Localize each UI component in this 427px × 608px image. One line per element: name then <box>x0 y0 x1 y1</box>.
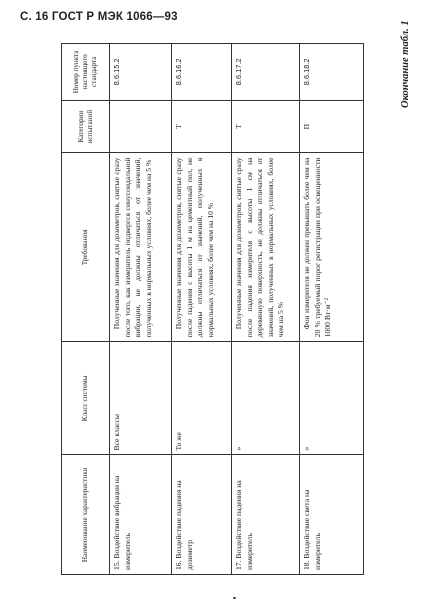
header-clause: Номер пункта настоящего стандарта <box>62 44 110 101</box>
row-class: » <box>232 342 300 455</box>
scan-speck <box>233 597 236 599</box>
row-requirements: Полученные значения для дозиметров, снятые сразу после падения с высоты 1 м на цементный пол, не должны отличаться от значений, полученных в нормальных условиях, более чем на 10 % <box>172 153 232 342</box>
table-row <box>232 44 300 575</box>
row-class: » <box>300 342 364 455</box>
header-name: Наименование характеристики <box>62 455 110 575</box>
row-category: П <box>300 100 364 153</box>
row-name: 18. Воздействие света на измеритель <box>300 455 364 575</box>
row-name: 15. Воздействие вибрации на измеритель <box>110 455 172 575</box>
row-class: Все классы <box>110 342 172 455</box>
row-name: 17. Воздействие падения на измеритель <box>232 455 300 575</box>
row-category: Т <box>232 100 300 153</box>
table-header-row <box>62 44 110 575</box>
row-clause: 8.6.18.2 <box>300 44 364 101</box>
row-requirements: Полученные значения для дозиметров, снятые сразу после того, как измеритель подвергся синусоидальной вибрации, не должны отличаться от значений, полученных в нормальных условиях, более чем на 5 % <box>110 153 172 342</box>
row-requirements: Полученные значения для дозиметров, снятые сразу после падения измерителя с высоты 1 см на деревянную поверхность, не должны отличаться от значений, полученных в нормальных условиях, более чем на 5 % <box>232 153 300 342</box>
header-requirements: Требования <box>62 153 110 342</box>
spec-table <box>61 43 364 575</box>
header-class: Класс системы <box>62 342 110 455</box>
table-row <box>110 44 172 575</box>
table-row <box>172 44 232 575</box>
row-clause: 8.6.16.2 <box>172 44 232 101</box>
row-requirements: Фон измерителя не должен превышать более чем на 20 % требуемый порог регистрации при освещенности 1000 Вт·м⁻² <box>300 153 364 342</box>
table-row <box>300 44 364 575</box>
table-caption: Окончание табл. 1 <box>400 20 411 108</box>
row-clause: 8.6.17.2 <box>232 44 300 101</box>
row-category <box>110 100 172 153</box>
header-category: Категории испытаний <box>62 100 110 153</box>
rotated-table-wrapper <box>61 43 363 575</box>
row-class: То же <box>172 342 232 455</box>
page-header: С. 16 ГОСТ Р МЭК 1066—93 <box>20 11 178 23</box>
row-clause: 8.6.15.2 <box>110 44 172 101</box>
row-category: Т <box>172 100 232 153</box>
row-name: 16. Воздействие падения на дозиметр <box>172 455 232 575</box>
